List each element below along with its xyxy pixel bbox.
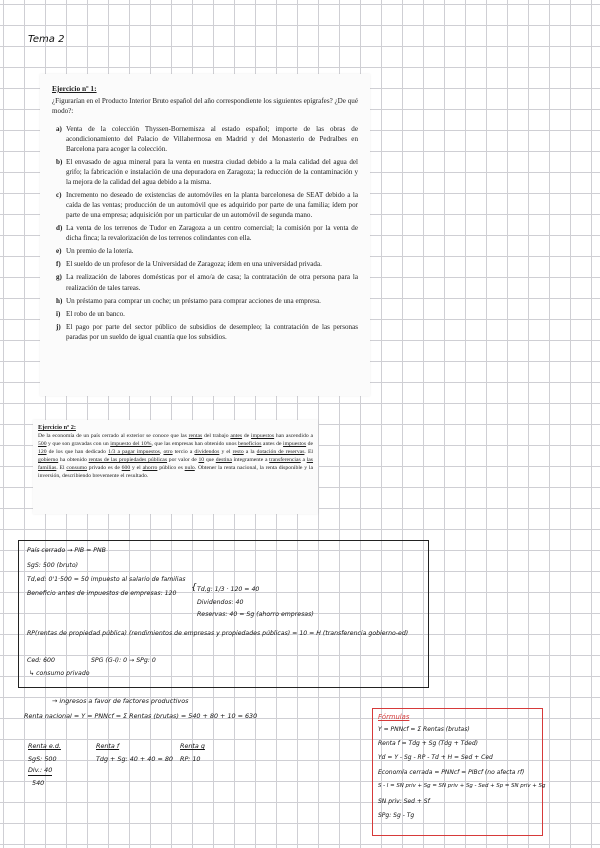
- exercise-1-sheet: [40, 74, 370, 396]
- formula-line: Renta f = Tdg + Sg (Tdg + Tded): [378, 740, 478, 747]
- income-firms-header: Renta f: [96, 742, 120, 750]
- households-wages: SgS: 500: [28, 755, 57, 763]
- note-public-property: RP(rentas de propiedad pública) (rendimientos de empresas y propiedades públicas) = 10 = H (transferencia gobierno-ed): [27, 630, 409, 637]
- exercise-item-b: b) El envasado de agua mineral para la venta en nuestra ciudad debido a la mala calidad del agua del grifo; la fabricación e instalación de una depuradora en Zaragoza; la reducción de la contaminación y la mejora de la calidad del agua debido a la misma.: [56, 157, 358, 186]
- income-households-header: Renta e.d.: [28, 742, 61, 750]
- formula-line: SN priv: Sed + Sf: [378, 798, 430, 805]
- firms-total: Tdg + Sg: 40 + 40 = 80: [96, 755, 173, 763]
- exercise-item-c: c) Incremento no deseado de existencias de automóviles en la planta barcelonesa de SEAT debido a la caída de las ventas; producción de un automóvil que es adquirido por parte de una familia; ídem por parte de una empresa; adquisición por un particular de un automóvil de segunda mano.: [56, 191, 358, 220]
- government-total: RP: 10: [180, 755, 201, 763]
- formulas-title: Fórmulas: [378, 713, 410, 721]
- note-brace-tax: Td,g: 1/3 · 120 = 40: [197, 586, 260, 593]
- handwritten-notes-box: [18, 540, 429, 688]
- households-total: 540: [32, 779, 45, 787]
- exercise-1-question: ¿Figurarían en el Producto Interior Bruto español del año correspondiente los siguientes epígrafes? ¿De qué modo?:: [52, 96, 358, 115]
- exercise-item-e: e) Un premio de la lotería.: [56, 247, 134, 256]
- formulas-box: [372, 708, 546, 836]
- note-brace-dividends: Dividendos: 40: [197, 599, 244, 606]
- income-government-header: Renta g: [180, 742, 205, 750]
- note-company-profit: Beneficio antes de impuestos de empresas: 120: [27, 590, 177, 597]
- exercise-item-f: f) El sueldo de un profesor de la Universidad de Zaragoza; ídem en una universidad privada.: [56, 260, 322, 269]
- note-tax-households: Td,ed: 0'1·500 = 50 impuesto al salario de familias: [27, 576, 186, 583]
- note-public-saving: SPG (G-I): 0 → SPg: 0: [91, 657, 156, 664]
- exercise-item-i: i) El robo de un banco.: [56, 309, 125, 318]
- formula-line: Y = PNNcf = Σ Rentas (brutas): [378, 726, 470, 733]
- note-national-income: Renta nacional = Y = PNNcf = Σ Rentas (brutas) = 540 + 80 + 10 = 630: [24, 712, 258, 720]
- note-private-consumption: ↳ consumo privado: [29, 670, 90, 677]
- exercise-item-g: g) La realización de labores domésticas por el amo/a de casa; la contratación de otra persona para la realización de tales tareas.: [56, 273, 358, 292]
- exercise-2-text: De la economía de un país cerrado al exterior se conoce que las rentas del trabajo antes de impuestos han ascendido a 500 y que son gravadas con un impuesto del 10%, que las empresas han obtenido unos beneficios antes de impuestos de 120 de los que han dedicado 1/3 a pagar impuestos, otro tercio a dividendos y el resto a la dotación de reservas. El gobierno ha obtenido rentas de las propiedades públicas por valor de 10 que destina íntegramente a transferencias a las familias. El consumo privado es de 600 y el ahorro público es nulo. Obtener la renta nacional, la renta disponible y la inversión, describiendo brevemente el resultado.: [38, 432, 314, 479]
- page-title: Tema 2: [28, 34, 65, 45]
- note-consumption: Ced: 600: [27, 657, 55, 664]
- note-wages: SgS: 500 (bruto): [27, 562, 79, 569]
- note-brace-reserves: Reservas: 40 = Sg (ahorro empresas): [197, 611, 314, 618]
- exercise-item-j: j) El pago por parte del sector público de subsidios de desempleo; la contratación de las personas paradas por un sueldo de igual cuantía que los subsidios.: [56, 322, 358, 341]
- exercise-2-heading: Ejercicio nº 2:: [38, 424, 76, 431]
- formula-line: SPg: Sg - Tg: [378, 812, 415, 819]
- exercise-item-h: h) Un préstamo para comprar un coche; un préstamo para comprar acciones de una empresa.: [56, 296, 321, 305]
- exercise-1-heading: Ejercicio nº 1:: [52, 84, 97, 93]
- exercise-item-d: d) La venta de los terrenos de Tudor en Zaragoza a un centro comercial; la comisión por la venta de dicha finca; la revalorización de los terrenos colindantes con ella.: [56, 224, 358, 243]
- households-dividends: Div.: 40: [28, 766, 53, 774]
- exercise-2-sheet: [33, 420, 318, 514]
- brace-symbol: {: [191, 583, 197, 593]
- note-closed-economy: País cerrado → PIB = PNB: [27, 547, 106, 554]
- exercise-1-items: [52, 124, 358, 342]
- exercise-item-a: a) Venta de la colección Thyssen-Bornemisza al estado español; importe de las obras de acondicionamiento del Palacio de Villahermosa en Madrid y del Monasterio de Pedralbes en Barcelona para acoger la colección.: [56, 124, 358, 153]
- formula-line: S - I = SN priv + Sg = SN priv + Sg - Sed + Sp = SN priv + Sg: [378, 783, 546, 789]
- formula-line: Yd = Y - Sg - RP - Td + H = Sed + Ced: [378, 754, 493, 761]
- formula-line: Economía cerrada = PNNcf = PIBcf (no afecta rf): [378, 769, 525, 776]
- note-productive-factors: → ingresos a favor de factores productivos: [52, 697, 189, 705]
